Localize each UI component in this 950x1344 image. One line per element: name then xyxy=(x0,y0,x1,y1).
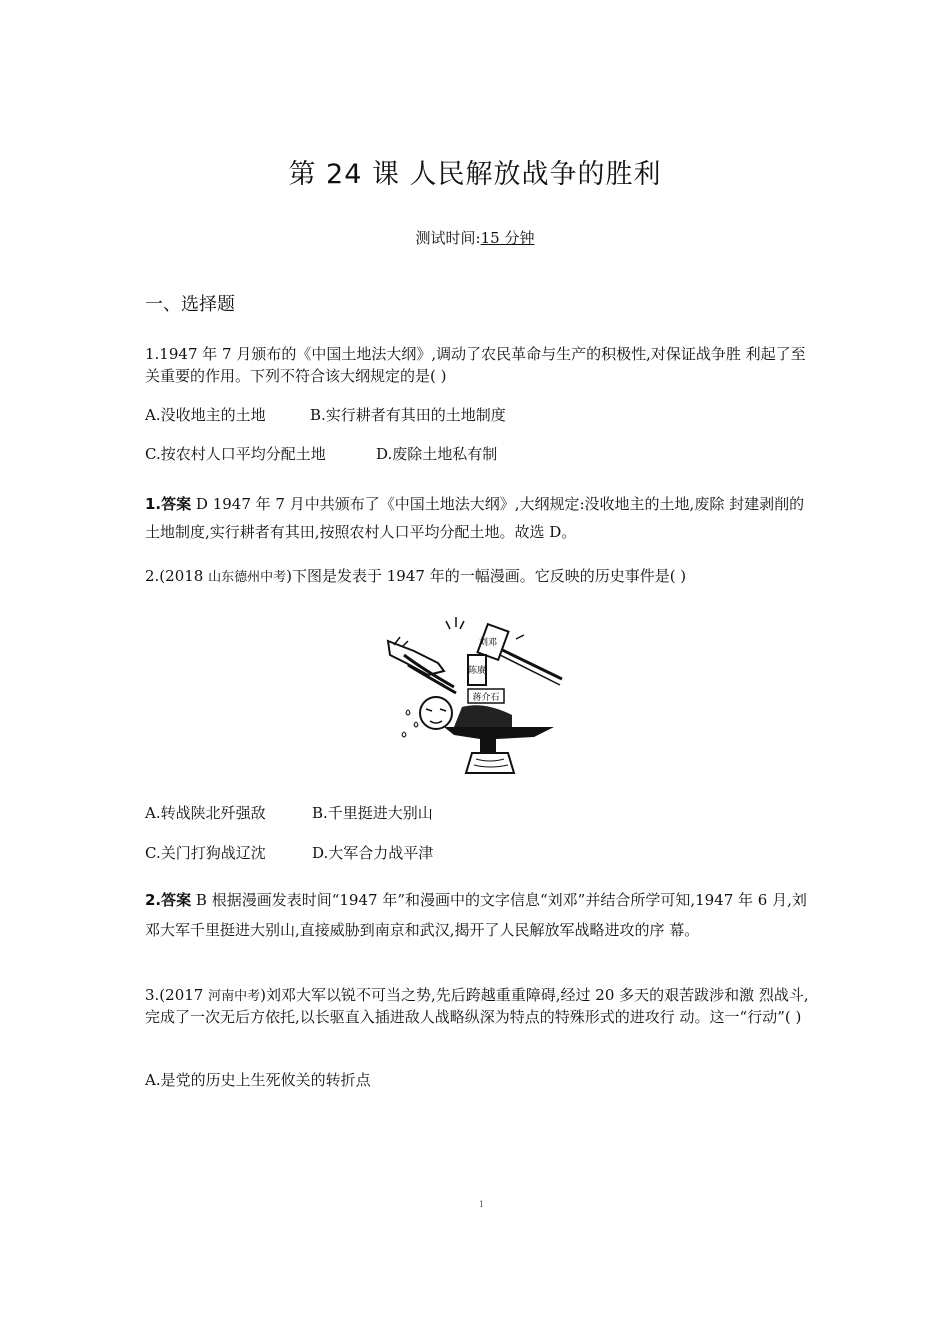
q2-answer-label: 2.答案 xyxy=(145,891,192,909)
q1-option-b: B.实行耕者有其田的土地制度 xyxy=(310,406,506,424)
q2-answer xyxy=(145,885,815,945)
cartoon-image xyxy=(384,615,564,775)
q3-prefix: 3.(2017 xyxy=(145,986,209,1004)
cartoon-label-jiangjieshi: 蒋介石 xyxy=(472,693,500,703)
page-title: 第 24 课 人民解放战争的胜利 xyxy=(288,159,662,190)
q2-option-d: D.大军合力战平津 xyxy=(312,844,434,862)
q3-source: 河南中考 xyxy=(208,989,261,1004)
question-3-stem xyxy=(145,985,815,1028)
test-time-value: 15 分钟 xyxy=(480,229,535,247)
test-time-label: 测试时间: xyxy=(415,229,481,247)
page-number: 1 xyxy=(479,1200,485,1209)
q1-answer xyxy=(145,490,815,546)
q1-option-c: C.按农村人口平均分配土地 xyxy=(145,445,326,463)
q2-answer-text: B 根据漫画发表时间“1947 年”和漫画中的文字信息“刘邓”并结合所学可知,1947 年 6 月,刘邓大军千里挺进大别山,直接威胁到南京和武汉,揭开了人民解放军战略进攻的序 幕。 xyxy=(145,891,807,939)
q2-option-c: C.关门打狗战辽沈 xyxy=(145,844,266,862)
q2-source: 山东德州中考 xyxy=(208,570,287,585)
q1-answer-text: D 1947 年 7 月中共颁布了《中国土地法大纲》,大纲规定:没收地主的土地,废除 封建剥削的土地制度,实行耕者有其田,按照农村人口平均分配土地。故选 D。 xyxy=(145,495,805,541)
q1-option-d: D.废除土地私有制 xyxy=(376,445,498,463)
q2-option-b: B.千里挺进大别山 xyxy=(312,804,433,822)
q3-stem-rest: )刘邓大军以锐不可当之势,先后跨越重重障碍,经过 20 多天的艰苦跋涉和激 烈战斗,完成了一次无后方依托,以长驱直入插进敌人战略纵深为特点的特殊形式的进攻行 动。这一“行动”( ) xyxy=(145,986,809,1026)
q2-stem-rest: )下图是发表于 1947 年的一幅漫画。它反映的历史事件是( ) xyxy=(286,567,687,585)
q1-option-a: A.没收地主的土地 xyxy=(145,406,266,424)
cartoon-label-liudeng: 刘邓 xyxy=(478,638,498,648)
q3-option-a: A.是党的历史上生死攸关的转折点 xyxy=(145,1071,371,1089)
q2-prefix: 2.(2018 xyxy=(145,567,209,585)
test-time xyxy=(0,227,950,248)
q1-answer-label: 1.答案 xyxy=(145,495,192,513)
cartoon-label-chengeng: 陈赓 xyxy=(467,666,487,676)
q2-option-a: A.转战陕北歼强敌 xyxy=(145,804,266,822)
question-1-stem: 1.1947 年 7 月颁布的《中国土地法大纲》,调动了农民革命与生产的积极性,对保证战争胜 利起了至关重要的作用。下列不符合该大纲规定的是( ) xyxy=(145,345,806,385)
section-title: 一、选择题 xyxy=(145,294,235,315)
question-2-stem xyxy=(145,566,815,588)
